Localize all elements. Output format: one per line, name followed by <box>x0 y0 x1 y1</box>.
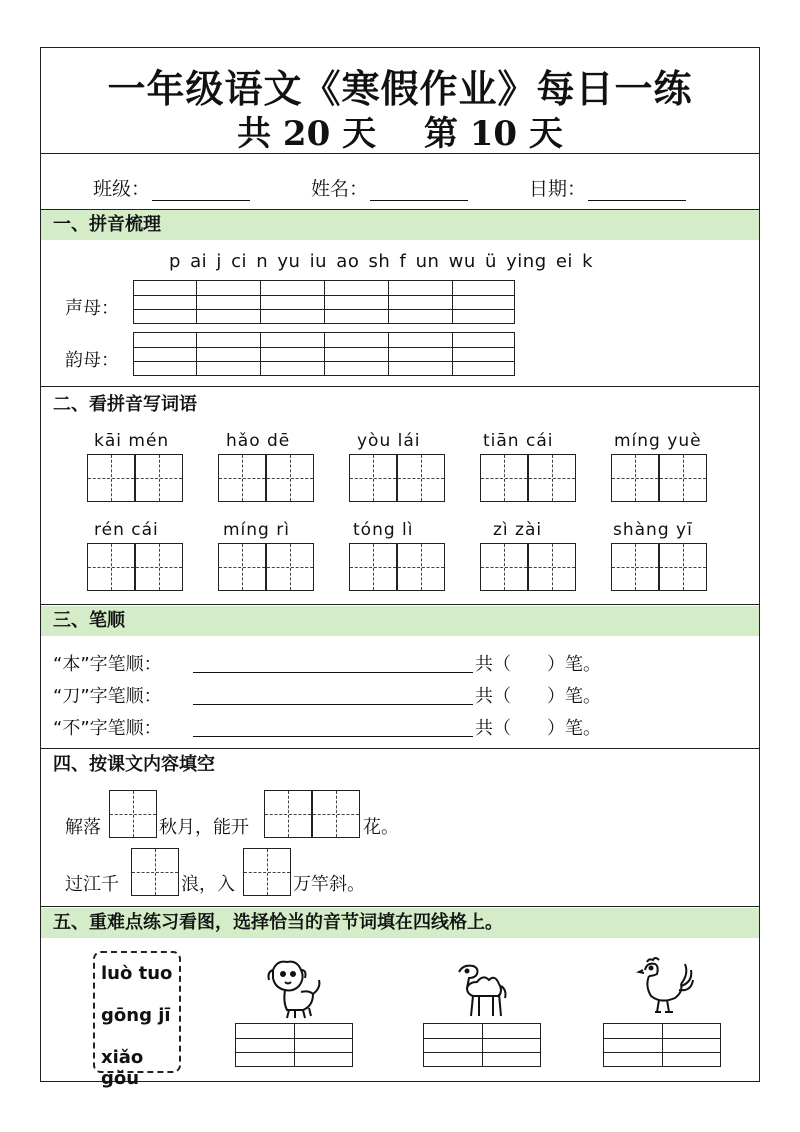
pinyin-word: hǎo dē <box>226 431 291 451</box>
writing-grid[interactable] <box>423 1023 541 1067</box>
date-label: 日期： <box>529 178 587 200</box>
divider <box>41 748 759 749</box>
tian-box[interactable] <box>243 848 291 896</box>
stroke-row <box>53 682 601 708</box>
tian-box[interactable] <box>349 454 397 502</box>
total-days: 共 20 天 <box>237 114 377 154</box>
stroke-label: “本”字笔顺： <box>53 654 162 675</box>
poem-text: 万竿斜。 <box>293 874 365 895</box>
section2-heading: 二、看拼音写词语 <box>41 390 759 420</box>
pinyin-word: rén cái <box>94 520 159 540</box>
tian-box[interactable] <box>109 790 157 838</box>
pinyin-word: tiān cái <box>483 431 554 451</box>
tian-box[interactable] <box>397 454 445 502</box>
word-option: gōng jī <box>101 1005 171 1026</box>
tian-box[interactable] <box>397 543 445 591</box>
stroke-row <box>53 714 601 740</box>
section3-heading: 三、笔顺 <box>41 606 759 636</box>
tian-box[interactable] <box>266 543 314 591</box>
pinyin-word: kāi mén <box>94 431 170 451</box>
pinyin-list: p ai j ci n yu iu ao sh f un wu ü ying ei k <box>169 251 594 272</box>
stroke-row <box>53 650 601 676</box>
name-field[interactable] <box>311 174 468 201</box>
writing-grid[interactable] <box>603 1023 721 1067</box>
word-option: luò tuo <box>101 963 173 984</box>
pinyin-word: shàng yī <box>613 520 693 540</box>
dog-icon <box>263 958 325 1022</box>
stroke-count: 共（ ）笔。 <box>475 654 601 675</box>
divider <box>41 604 759 605</box>
stroke-blank[interactable] <box>193 736 473 737</box>
word-option: xiǎo gǒu <box>101 1047 144 1089</box>
stroke-label: “刀”字笔顺： <box>53 686 162 707</box>
divider <box>41 906 759 907</box>
initials-label: 声母： <box>65 298 119 319</box>
section5-heading: 五、重难点练习看图，选择恰当的音节词填在四线格上。 <box>41 908 759 938</box>
name-label: 姓名： <box>311 178 369 200</box>
pinyin-word: zì zài <box>493 520 543 540</box>
tian-box[interactable] <box>87 543 135 591</box>
rooster-icon <box>633 956 695 1020</box>
pinyin-word: yòu lái <box>357 431 421 451</box>
tian-box[interactable] <box>131 848 179 896</box>
poem-text: 过江千 <box>65 874 119 895</box>
section4-heading: 四、按课文内容填空 <box>41 750 759 780</box>
tian-box[interactable] <box>266 454 314 502</box>
tian-box[interactable] <box>528 543 576 591</box>
class-blank[interactable] <box>152 181 250 201</box>
pinyin-word: míng rì <box>223 520 290 540</box>
tian-box[interactable] <box>611 454 659 502</box>
date-field[interactable] <box>529 174 686 201</box>
tian-box[interactable] <box>659 454 707 502</box>
name-blank[interactable] <box>370 181 468 201</box>
poem-text: 解落 <box>65 817 101 838</box>
title-block <box>41 48 759 154</box>
finals-grid[interactable] <box>133 332 515 376</box>
date-blank[interactable] <box>588 181 686 201</box>
tian-box[interactable] <box>87 454 135 502</box>
tian-box[interactable] <box>480 543 528 591</box>
worksheet <box>40 47 760 1089</box>
word-options-box <box>93 951 181 1089</box>
tian-box[interactable] <box>611 543 659 591</box>
tian-box[interactable] <box>480 454 528 502</box>
page-subtitle <box>41 106 759 155</box>
tian-box[interactable] <box>135 543 183 591</box>
stroke-label: “不”字笔顺： <box>53 718 162 739</box>
section1-heading: 一、拼音梳理 <box>41 210 759 240</box>
tian-box[interactable] <box>218 454 266 502</box>
stroke-blank[interactable] <box>193 672 473 673</box>
stroke-blank[interactable] <box>193 704 473 705</box>
camel-icon <box>453 960 511 1022</box>
poem-text: 秋月，能开 <box>159 817 249 838</box>
info-row <box>41 154 759 210</box>
finals-label: 韵母： <box>65 350 119 371</box>
writing-grid[interactable] <box>235 1023 353 1067</box>
class-field[interactable] <box>93 174 250 201</box>
tian-box[interactable] <box>218 543 266 591</box>
poem-text: 花。 <box>363 817 399 838</box>
pinyin-word: míng yuè <box>614 431 702 451</box>
tian-box[interactable] <box>135 454 183 502</box>
initials-grid[interactable] <box>133 280 515 324</box>
tian-box[interactable] <box>659 543 707 591</box>
pinyin-word: tóng lì <box>353 520 414 540</box>
divider <box>41 386 759 387</box>
tian-box[interactable] <box>528 454 576 502</box>
poem-text: 浪，入 <box>181 874 235 895</box>
class-label: 班级： <box>93 178 151 200</box>
tian-box[interactable] <box>264 790 312 838</box>
tian-box[interactable] <box>312 790 360 838</box>
stroke-count: 共（ ）笔。 <box>475 686 601 707</box>
stroke-count: 共（ ）笔。 <box>475 718 601 739</box>
tian-box[interactable] <box>349 543 397 591</box>
current-day: 第 10 天 <box>423 114 563 154</box>
page-title: 一年级语文《寒假作业》每日一练 <box>107 66 693 111</box>
